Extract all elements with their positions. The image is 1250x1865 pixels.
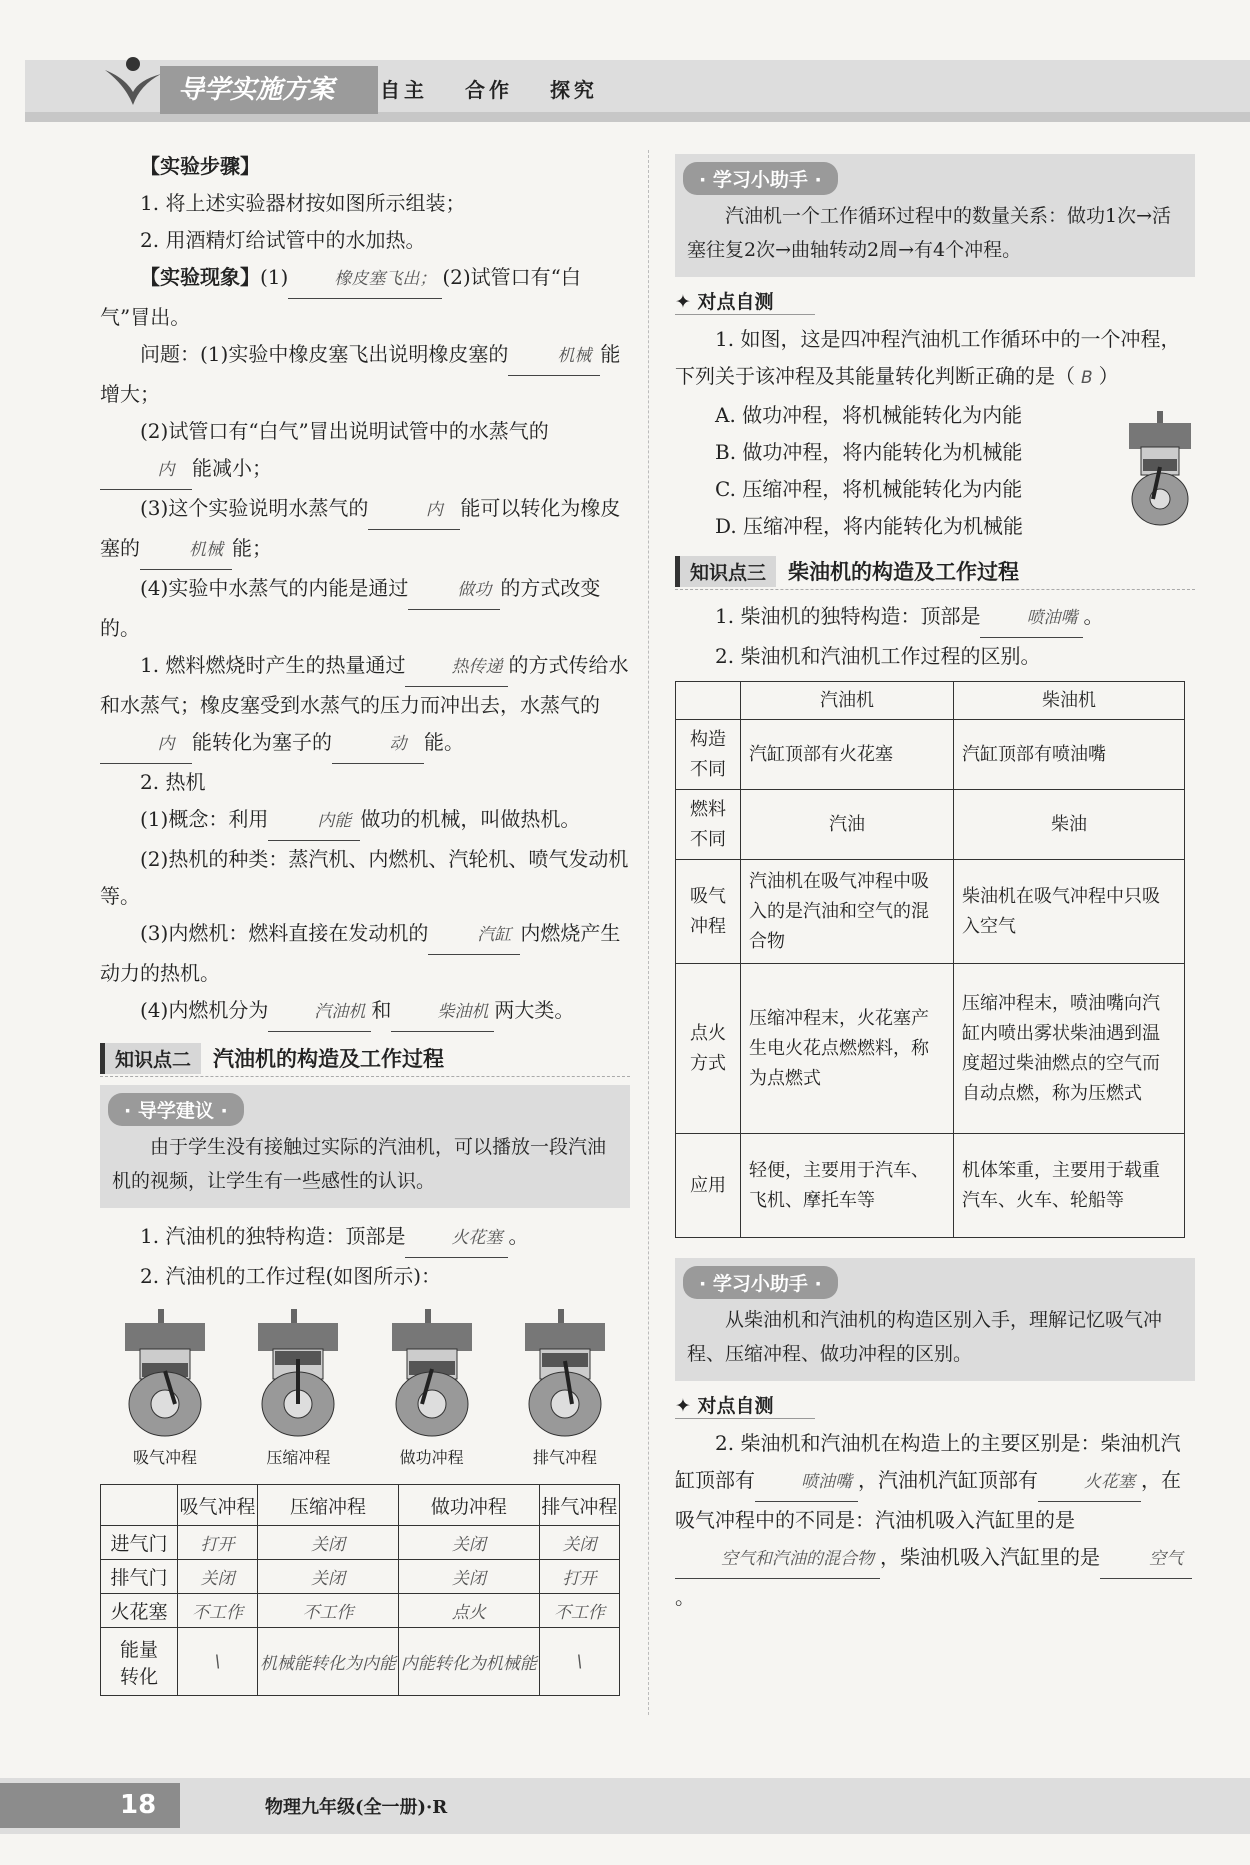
helper-head: · 学习小助手 · — [683, 162, 838, 195]
answer-blank: 汽油机 — [268, 994, 371, 1032]
tag-self: 自主 — [380, 78, 428, 102]
table-row — [676, 860, 1185, 964]
diesel-2: 2. 柴油机和汽油机工作过程的区别。 — [715, 644, 1041, 668]
row-label: 排气门 — [101, 1560, 178, 1594]
steps-label: 【实验步骤】 — [140, 154, 260, 178]
table-cell: 关闭 — [539, 1526, 619, 1560]
table-header-cell: 压缩冲程 — [258, 1485, 399, 1526]
table-cell: 不工作 — [178, 1594, 258, 1628]
kp-title: 柴油机的构造及工作过程 — [788, 560, 1020, 584]
answer-blank: 火花塞 — [405, 1220, 508, 1258]
table-cell: 不工作 — [539, 1594, 619, 1628]
table-cell: 汽缸顶部有喷油嘴 — [954, 720, 1185, 790]
kp-tag: 知识点二 — [100, 1043, 201, 1074]
engine-icon — [253, 1309, 343, 1439]
mc-option: C. 压缩冲程，将机械能转化为内能 — [715, 477, 1023, 501]
table-cell: 关闭 — [398, 1560, 539, 1594]
table-cell: 压缩冲程末，火花塞产生电火花点燃燃料，称为点燃式 — [741, 964, 954, 1134]
q-text: 1. 汽油机的独特构造：顶部是 — [140, 1224, 406, 1248]
q-text: ，汽油机汽缸顶部有 — [858, 1468, 1038, 1492]
heat-engine-2: (2)热机的种类：蒸汽机、内燃机、汽轮机、喷气发动机等。 — [100, 847, 629, 908]
table-cell: 内能转化为机械能 — [398, 1628, 539, 1696]
table-cell: 轻便，主要用于汽车、飞机、摩托车等 — [741, 1134, 954, 1238]
question-1 — [100, 336, 630, 413]
q-text: 做功的机械，叫做热机。 — [360, 807, 581, 831]
q-text: 。 — [675, 1585, 695, 1609]
table-row — [676, 790, 1185, 860]
answer-blank: 空气 — [1100, 1541, 1192, 1579]
q-text: 能。 — [424, 730, 464, 754]
row-label: 应用 — [676, 1134, 741, 1238]
gasoline-2: 2. 汽油机的工作过程(如图所示)： — [140, 1264, 442, 1288]
engine-power — [377, 1309, 487, 1468]
answer-blank: 内 — [100, 452, 192, 490]
q-text: ，在吸气冲程中的不同是：汽油机吸入汽缸里的是 — [675, 1468, 1181, 1532]
knowledge-point-2 — [100, 1040, 630, 1077]
table-header-cell: 汽油机 — [741, 682, 954, 720]
table-row — [676, 1134, 1185, 1238]
table-cell: \ — [539, 1628, 619, 1696]
column-divider — [648, 150, 649, 1715]
section-title: 导学实施方案 — [160, 66, 378, 114]
table-header-cell — [101, 1485, 178, 1526]
engine-icon — [520, 1309, 610, 1439]
heat-engine-3 — [100, 915, 630, 992]
kp-title: 汽油机的构造及工作过程 — [213, 1047, 445, 1071]
table-cell: 压缩冲程末，喷油嘴向汽缸内喷出雾状柴油遇到温度超过柴油燃点的空气而自动点燃，称为压燃式 — [954, 964, 1185, 1134]
mc-option: D. 压缩冲程，将内能转化为机械能 — [715, 514, 1024, 538]
answer-blank: 做功 — [408, 572, 500, 610]
table-cell: 关闭 — [258, 1526, 399, 1560]
q-text: ） — [1098, 364, 1119, 388]
footer-band — [0, 1778, 1250, 1834]
stroke-table — [100, 1484, 620, 1696]
answer-blank: 汽缸 — [428, 917, 520, 955]
answer-blank: 机械 — [508, 338, 600, 376]
question-3 — [100, 490, 630, 570]
answer-blank: 内 — [100, 726, 192, 764]
engine-compare-table — [675, 681, 1185, 1238]
engine-intake — [110, 1309, 220, 1468]
table-row — [101, 1560, 620, 1594]
gasoline-1 — [100, 1218, 630, 1258]
engine-compression — [243, 1309, 353, 1468]
question-4 — [100, 570, 630, 647]
table-row — [676, 964, 1185, 1134]
q-text: 1. 柴油机的独特构造：顶部是 — [715, 604, 981, 628]
q-text: (3)这个实验说明水蒸气的 — [140, 496, 369, 520]
answer-blank: 内 — [368, 492, 460, 530]
diesel-1 — [675, 598, 1195, 638]
answer-blank: 柴油机 — [391, 994, 494, 1032]
table-header-row — [101, 1485, 620, 1526]
page-number: 18 — [0, 1783, 180, 1828]
engine-label: 吸气冲程 — [132, 1448, 197, 1467]
answer-blank: 喷油嘴 — [980, 600, 1083, 638]
self-test-label: ✦ 对点自测 — [675, 1391, 815, 1419]
row-label: 吸气冲程 — [676, 860, 741, 964]
mc-options — [675, 397, 1023, 545]
row-label: 火花塞 — [101, 1594, 178, 1628]
q-text: 能减小； — [192, 456, 272, 480]
answer-blank: 机械 — [140, 532, 232, 570]
table-cell: 汽油机在吸气冲程中吸入的是汽油和空气的混合物 — [741, 860, 954, 964]
guide-box — [100, 1085, 630, 1208]
fact-1 — [100, 647, 630, 764]
helper-box-2 — [675, 1258, 1195, 1381]
phenomenon-label: 【实验现象】 — [140, 265, 260, 289]
tag-coop: 合作 — [464, 78, 513, 102]
phen-rest: (2)试管口有“白气”冒出。 — [100, 265, 581, 329]
q-text: (1)概念：利用 — [140, 807, 269, 831]
answer-blank: 空气和汽油的混合物 — [675, 1541, 880, 1579]
answer-blank: 内能 — [268, 803, 360, 841]
row-label: 能量转化 — [101, 1628, 178, 1696]
q-text: 。 — [508, 1224, 529, 1248]
row-label: 点火方式 — [676, 964, 741, 1134]
q-text: 内燃烧产生动力的热机。 — [100, 921, 621, 985]
mc-option: A. 做功冲程，将机械能转化为内能 — [715, 403, 1023, 427]
guide-text: 由于学生没有接触过实际的汽油机，可以播放一段汽油机的视频，让学生有一些感性的认识。 — [112, 1136, 607, 1192]
self-test-label: ✦ 对点自测 — [675, 287, 815, 315]
q-text: 。 — [1083, 604, 1104, 628]
q-text: (4)内燃机分为 — [140, 998, 269, 1022]
q-text: 2. 柴油机和汽油机在构造上的主要区别是：柴油机汽缸顶部有 — [675, 1431, 1181, 1492]
table-cell: 关闭 — [258, 1560, 399, 1594]
answer-blank: 火花塞 — [1038, 1464, 1141, 1502]
table-header-cell: 柴油机 — [954, 682, 1185, 720]
q-text: (4)实验中水蒸气的内能是通过 — [140, 576, 409, 600]
table-cell: 关闭 — [178, 1560, 258, 1594]
table-cell: 关闭 — [398, 1526, 539, 1560]
helper-text: 汽油机一个工作循环过程中的数量关系：做功1次→活塞往复2次→曲轴转动2周→有4个冲程。 — [687, 205, 1172, 261]
table-header-cell: 做功冲程 — [398, 1485, 539, 1526]
engine-exhaust — [510, 1309, 620, 1468]
q-text: 问题：(1)实验中橡皮塞飞出说明橡皮塞的 — [140, 342, 509, 366]
left-column — [100, 148, 630, 1696]
table-header-cell: 排气冲程 — [539, 1485, 619, 1526]
helper-head: · 学习小助手 · — [683, 1266, 838, 1299]
row-label: 燃料不同 — [676, 790, 741, 860]
table-cell: 打开 — [539, 1560, 619, 1594]
question-2 — [675, 1425, 1195, 1616]
q-text: 和 — [371, 998, 392, 1022]
engine-label: 排气冲程 — [532, 1448, 597, 1467]
knowledge-point-3 — [675, 553, 1195, 590]
guide-head: · 导学建议 · — [108, 1093, 244, 1126]
q-text: 能增大； — [100, 342, 621, 406]
q-text: 两大类。 — [494, 998, 575, 1022]
logo-icon — [95, 50, 165, 110]
header-tags — [380, 66, 624, 114]
table-row — [101, 1628, 620, 1696]
q-text: (2)试管口有“白气”冒出说明试管中的水蒸气的 — [140, 419, 549, 443]
answer-blank: 橡皮塞飞出； — [288, 261, 442, 299]
mc-question-1 — [675, 321, 1195, 397]
step-1: 1. 将上述实验器材按如图所示组装； — [140, 191, 466, 215]
self-test-text: 对点自测 — [697, 1395, 774, 1417]
table-cell: 汽缸顶部有火花塞 — [741, 720, 954, 790]
heat-engine-4 — [100, 992, 630, 1032]
answer-blank: 动 — [332, 726, 424, 764]
helper-box-1 — [675, 154, 1195, 277]
kp-tag: 知识点三 — [675, 556, 776, 587]
q-text: 的方式传给水和水蒸气；橡皮塞受到水蒸气的压力而冲出去，水蒸气的 — [100, 653, 629, 717]
table-cell: 打开 — [178, 1526, 258, 1560]
engine-label: 压缩冲程 — [266, 1448, 331, 1467]
heat-engine-title: 2. 热机 — [140, 770, 206, 794]
q-text: ，柴油机吸入汽缸里的是 — [880, 1545, 1100, 1569]
q-text: 的方式改变的。 — [100, 576, 601, 640]
mc-answer: B — [1081, 368, 1093, 388]
table-cell: \ — [178, 1628, 258, 1696]
table-cell: 柴油 — [954, 790, 1185, 860]
right-column — [675, 148, 1195, 1616]
q-text: 能可以转化为橡皮塞的 — [100, 496, 621, 560]
table-cell: 不工作 — [258, 1594, 399, 1628]
q-text: 能； — [232, 536, 272, 560]
answer-blank: 热传递 — [405, 649, 508, 687]
answer-blank: 喷油嘴 — [755, 1464, 858, 1502]
table-header-cell — [676, 682, 741, 720]
engine-icon — [387, 1309, 477, 1439]
table-cell: 点火 — [398, 1594, 539, 1628]
table-cell: 机械能转化为内能 — [258, 1628, 399, 1696]
table-cell: 机体笨重，主要用于载重汽车、火车、轮船等 — [954, 1134, 1185, 1238]
self-test-text: 对点自测 — [697, 291, 774, 313]
row-label: 构造不同 — [676, 720, 741, 790]
q-text: (3)内燃机：燃料直接在发动机的 — [140, 921, 429, 945]
q-text: 1. 燃料燃烧时产生的热量通过 — [140, 653, 406, 677]
phen-num: (1) — [260, 265, 289, 289]
phenomenon — [100, 259, 630, 336]
q-text: 能转化为塞子的 — [192, 730, 332, 754]
heat-engine-1 — [100, 801, 630, 841]
table-row — [101, 1594, 620, 1628]
helper-text: 从柴油机和汽油机的构造区别入手，理解记忆吸气冲程、压缩冲程、做功冲程的区别。 — [687, 1309, 1163, 1365]
engine-label: 做功冲程 — [399, 1448, 464, 1467]
engine-icon — [1125, 411, 1195, 531]
question-2 — [100, 413, 630, 490]
tag-explore: 探究 — [549, 78, 598, 102]
table-cell: 柴油机在吸气冲程中只吸入空气 — [954, 860, 1185, 964]
step-2: 2. 用酒精灯给试管中的水加热。 — [140, 228, 426, 252]
book-title: 物理九年级(全一册)·R — [265, 1797, 448, 1818]
table-cell: 汽油 — [741, 790, 954, 860]
engine-icon — [120, 1309, 210, 1439]
table-header-row — [676, 682, 1185, 720]
mc-options-wrap — [675, 397, 1195, 545]
table-row — [101, 1526, 620, 1560]
mc-option: B. 做功冲程，将内能转化为机械能 — [715, 440, 1023, 464]
q-text: 1. 如图，这是四冲程汽油机工作循环中的一个冲程，下列关于该冲程及其能量转化判断正确的是（ — [675, 327, 1181, 388]
table-row — [676, 720, 1185, 790]
table-header-cell: 吸气冲程 — [178, 1485, 258, 1526]
engine-diagrams — [110, 1309, 620, 1468]
row-label: 进气门 — [101, 1526, 178, 1560]
